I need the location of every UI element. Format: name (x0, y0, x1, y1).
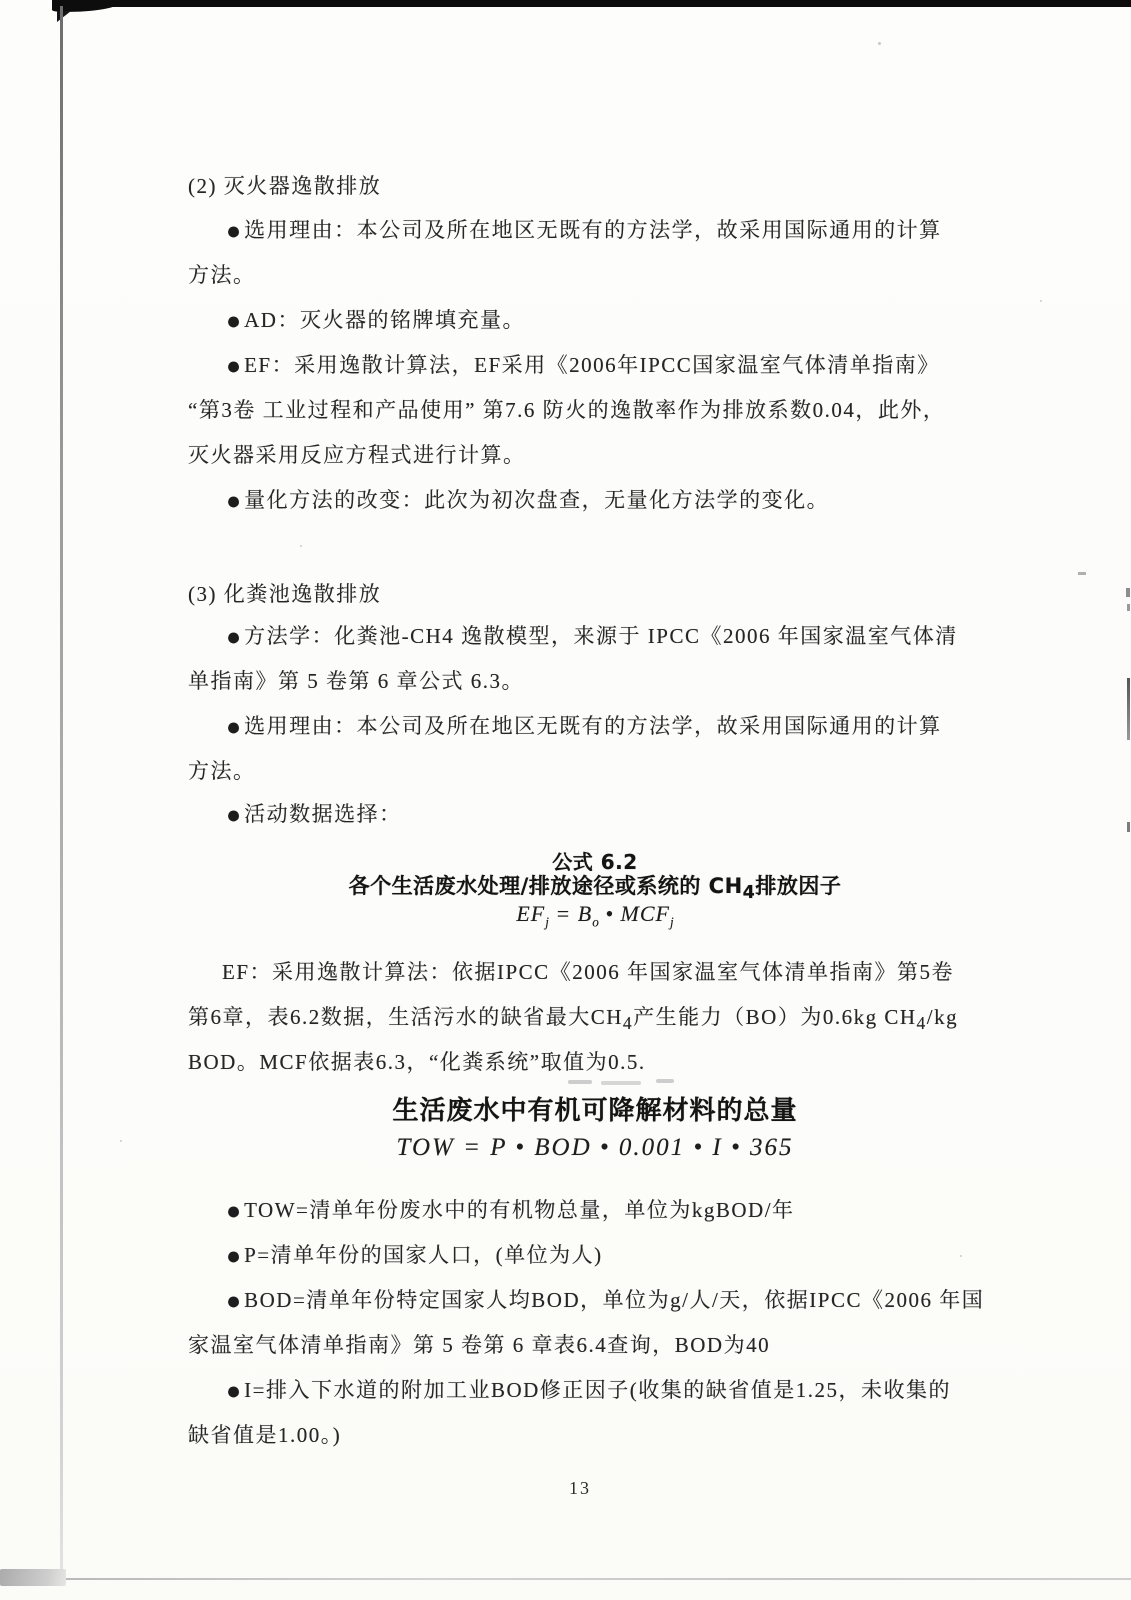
text-run: 第6章，表6.2数据，生活污水的缺省最大CH (188, 1005, 623, 1029)
subscript-4: 4 (742, 883, 756, 904)
bullet-line-i-factor (226, 1374, 951, 1406)
bullet-icon: ● (226, 308, 242, 335)
scan-top-edge-artifact (52, 0, 1131, 7)
subscript-4: 4 (916, 1013, 927, 1034)
bullet-icon: ● (226, 218, 242, 245)
bullet-line-text: 选用理由：本公司及所在地区无既有的方法学，故采用国际通用的计算 (244, 218, 942, 242)
bullet-line-text: 活动数据选择： (244, 802, 402, 826)
subscript-4: 4 (622, 1013, 634, 1034)
bullet-line-method-change (226, 484, 829, 516)
scan-bottom-left-patch (0, 1569, 66, 1586)
eq-subscript: o (592, 914, 599, 930)
scan-edge-mark (1127, 678, 1130, 740)
scan-smudge (656, 1079, 674, 1083)
bullet-line-p (226, 1239, 603, 1271)
formula-62-equation (115, 901, 1075, 930)
scan-edge-mark (1126, 588, 1130, 597)
bullet-line-text: BOD=清单年份特定国家人均BOD，单位为g/人/天，依据IPCC《2006 年国 (244, 1288, 985, 1312)
bullet-icon: ● (226, 624, 242, 651)
scan-bottom-edge-line (58, 1578, 1131, 1580)
scan-edge-mark (1127, 822, 1130, 832)
subtitle-text: 各个生活废水处理/排放途径或系统的 CH (348, 874, 743, 898)
scan-smudge (568, 1080, 592, 1084)
text-line: 缺省值是1.00。) (188, 1423, 342, 1447)
bullet-icon: ● (226, 802, 242, 829)
bullet-line-bod (226, 1284, 984, 1316)
bullet-icon: ● (226, 1288, 242, 1315)
bullet-line-text: 选用理由：本公司及所在地区无既有的方法学，故采用国际通用的计算 (244, 714, 942, 738)
text-line: 单指南》第 5 卷第 6 章公式 6.3。 (188, 669, 524, 693)
bullet-icon: ● (226, 1243, 242, 1270)
scan-edge-mark (1078, 572, 1086, 575)
text-line: 方法。 (188, 263, 256, 287)
formula-62-title: 公式 6.2 (552, 850, 638, 874)
bullet-line-text: 方法学：化粪池-CH4 逸散模型，来源于 IPCC《2006 年国家温室气体清 (244, 624, 958, 648)
bullet-icon: ● (226, 1198, 242, 1225)
bullet-line-text: P=清单年份的国家人口，(单位为人) (244, 1243, 603, 1267)
bullet-icon: ● (226, 353, 242, 380)
text-line: “第3卷 工业过程和产品使用” 第7.6 防火的逸散率作为排放系数0.04，此外， (188, 398, 946, 422)
page-number: 13 (569, 1478, 591, 1498)
eq-term: • MCF (598, 901, 670, 926)
bullet-line-text: 量化方法的改变：此次为初次盘查，无量化方法学的变化。 (244, 488, 830, 512)
scan-speck (960, 1255, 962, 1257)
bullet-icon: ● (226, 488, 242, 515)
bullet-line-reason (226, 710, 942, 742)
section-2-heading: (2) 灭火器逸散排放 (188, 174, 382, 198)
eq-subscript: j (545, 914, 549, 930)
text-line: 家温室气体清单指南》第 5 卷第 6 章表6.4查询，BOD为40 (188, 1333, 771, 1357)
bullet-icon: ● (226, 714, 242, 741)
formula-tow-title: 生活废水中有机可降解材料的总量 (392, 1096, 798, 1126)
text-line: 方法。 (188, 759, 256, 783)
text-line: 灭火器采用反应方程式进行计算。 (188, 443, 526, 467)
bullet-line-ad (226, 304, 525, 336)
text-run: /kg (926, 1005, 959, 1029)
bullet-line-text: TOW=清单年份废水中的有机物总量，单位为kgBOD/年 (244, 1198, 795, 1222)
bullet-line-tow (226, 1194, 795, 1226)
formula-62-subtitle (115, 870, 1075, 903)
text-line-ch4-capacity (188, 1001, 958, 1034)
section-3-heading: (3) 化粪池逸散排放 (188, 582, 382, 606)
bullet-line-methodology (226, 620, 958, 652)
text-run: 产生能力（BO）为0.6kg CH (633, 1005, 917, 1029)
bullet-line-text: EF：采用逸散计算法，EF采用《2006年IPCC国家温室气体清单指南》 (244, 353, 940, 377)
bullet-line-reason (226, 214, 942, 246)
bullet-line-activity-data (226, 798, 402, 830)
eq-term: EF (516, 901, 546, 926)
scan-edge-mark (1127, 604, 1130, 611)
scan-fold-line (60, 6, 63, 1572)
text-line-mcf: BOD。MCF依据表6.3，“化粪系统”取值为0.5. (188, 1050, 646, 1074)
eq-term: = B (548, 901, 593, 926)
formula-tow-equation: TOW = P • BOD • 0.001 • I • 365 (396, 1134, 794, 1161)
subtitle-text: 排放因子 (755, 874, 842, 898)
scan-speck (1040, 300, 1042, 302)
scan-smudge (601, 1081, 641, 1085)
eq-subscript: j (669, 914, 674, 930)
bullet-line-ef (226, 349, 940, 381)
text-line-ef-explained: EF：采用逸散计算法：依据IPCC《2006 年国家温室气体清单指南》第5卷 (222, 960, 954, 984)
bullet-line-text: I=排入下水道的附加工业BOD修正因子(收集的缺省值是1.25，未收集的 (244, 1378, 952, 1402)
scan-speck (300, 545, 302, 547)
bullet-icon: ● (226, 1378, 242, 1405)
bullet-line-text: AD：灭火器的铭牌填充量。 (244, 308, 525, 332)
scan-speck (878, 42, 881, 45)
